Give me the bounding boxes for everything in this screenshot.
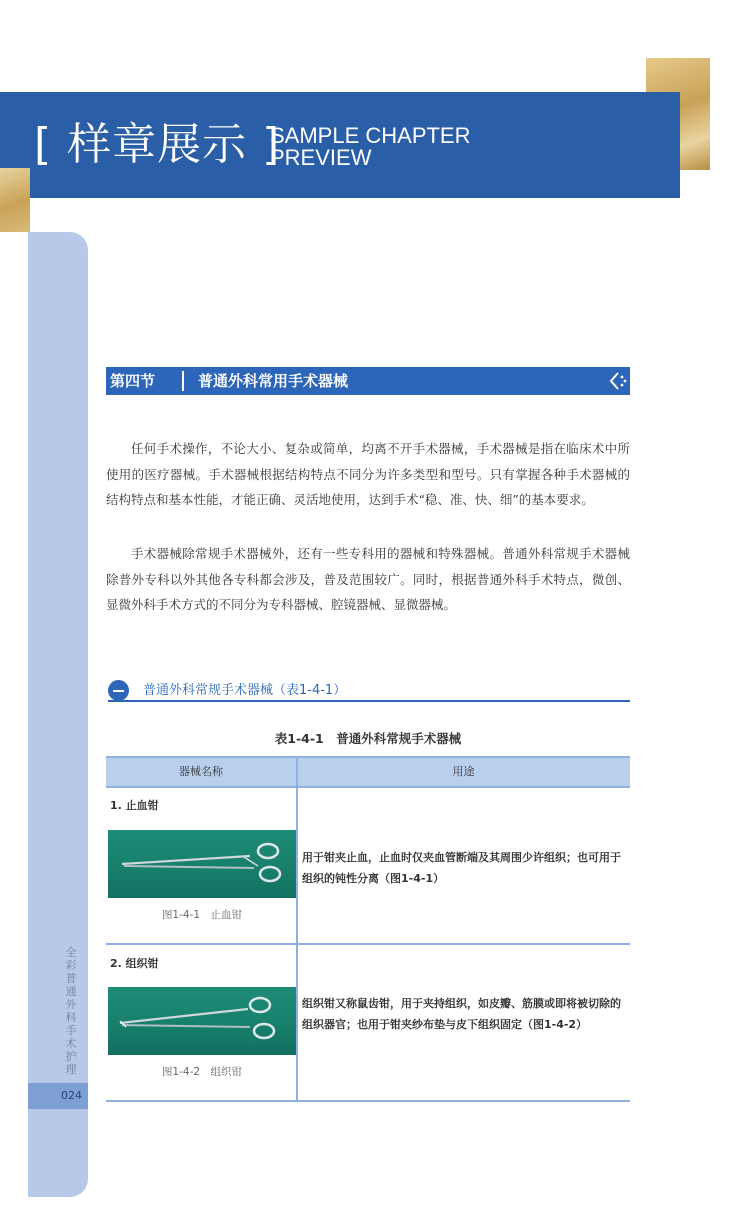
figure-caption-1: 图1-4-1 止血钳 [161, 909, 243, 921]
banner-title-en-line2: PREVIEW [270, 145, 372, 170]
table-row-1-use: 用于钳夹止血，止血时仅夹血管断端及其周围少许组织；也可用于组织的钝性分离（图1-4-1） [302, 851, 621, 885]
chevron-double-left-icon [606, 369, 628, 393]
section-title: 普通外科常用手术器械 [198, 372, 349, 390]
page-number: 024 [28, 1083, 88, 1109]
table-row-2-use: 组织钳又称鼠齿钳，用于夹持组织，如皮瓣、筋膜或即将被切除的组织器官；也用于钳夹纱布垫与皮下组织固定（图1-4-2） [302, 997, 621, 1031]
figure-caption-2: 图1-4-2 组织钳 [161, 1066, 243, 1078]
body-paragraph-2: 手术器械除常规手术器械外，还有一些专科用的器械和特殊器械。普通外科常规手术器械除普外专科以外其他各专科都会涉及，普及范围较广。同时，根据普通外科手术特点，微创、显微外科手术方式的不同分为专科器械、腔镜器械、显微器械。 [106, 546, 630, 612]
section-divider [182, 371, 184, 391]
minus-circle-icon [108, 680, 129, 701]
table-caption: 表1-4-1 普通外科常规手术器械 [274, 731, 462, 746]
hemostat-photo [108, 830, 296, 898]
table-row-2-name: 2. 组织钳 [110, 957, 159, 970]
gold-accent-left [0, 168, 30, 232]
table-rule-row [106, 943, 630, 945]
book-title-vertical: 全彩普通外科手术护理 [65, 946, 77, 1076]
body-paragraph-1: 任何手术操作，不论大小、复杂或简单，均离不开手术器械，手术器械是指在临床术中所使用的医疗器械。手术器械根据结构特点不同分为许多类型和型号。只有掌握各种手术器械的结构特点和基本性能，才能正确、灵活地使用，达到手术“稳、准、快、细”的基本要求。 [106, 441, 630, 507]
subsection-title: 普通外科常规手术器械（表1-4-1） [143, 683, 347, 698]
table-row-1-name: 1. 止血钳 [110, 799, 159, 812]
page-sidebar [28, 232, 88, 1197]
banner-title-cn: [ 样章展示 ] [34, 119, 281, 170]
section-header [106, 367, 630, 395]
banner-title-en-line1: SAMPLE CHAPTER [270, 123, 471, 148]
table-rule-bottom [106, 1100, 630, 1102]
banner-title-en [270, 125, 471, 169]
table-column-divider [296, 757, 298, 1101]
table-header-use: 用途 [452, 765, 475, 778]
section-number: 第四节 [110, 372, 156, 390]
tissue-forceps-photo [108, 987, 296, 1055]
subsection-underline [108, 700, 630, 702]
table-header-name: 器械名称 [179, 765, 223, 778]
